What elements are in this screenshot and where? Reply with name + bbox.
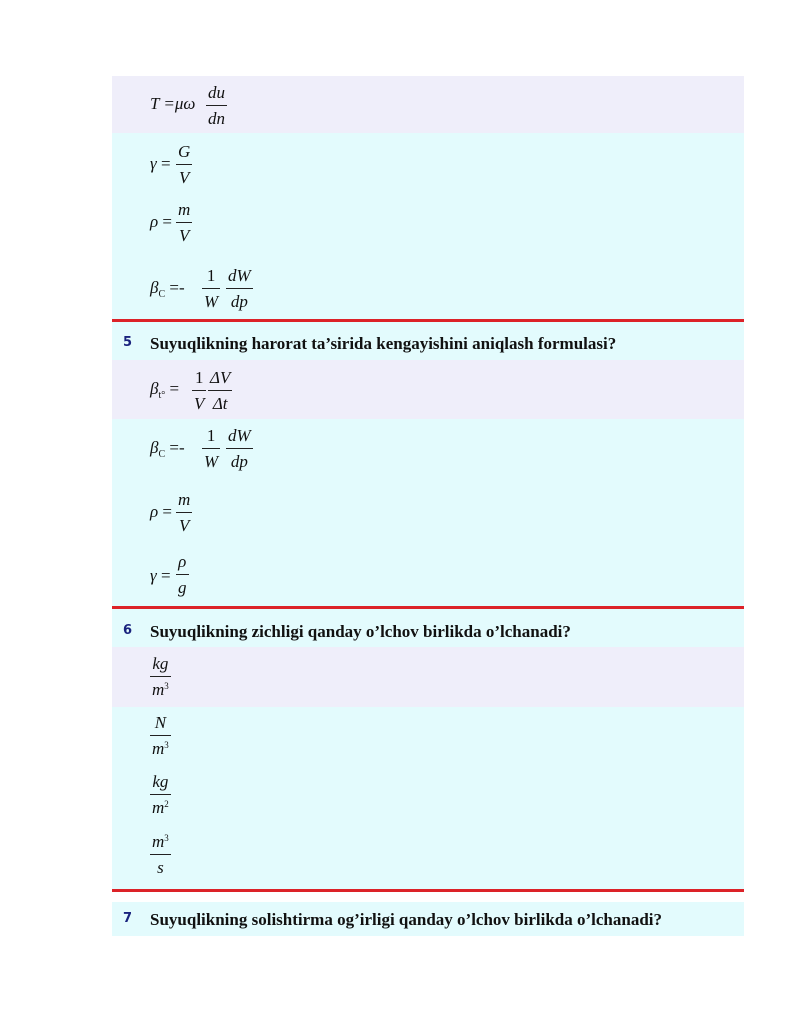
q6-option-2[interactable] (112, 707, 744, 767)
question-number: 7 (123, 911, 133, 926)
formula-fraction: du dn (208, 83, 225, 128)
quiz-document (112, 76, 744, 936)
formula-fraction: 1 W (204, 266, 219, 311)
q5-wrong-options (112, 419, 744, 606)
formula-fraction: m V (178, 490, 191, 535)
q4-option-3[interactable]: ρ = m V (150, 200, 191, 245)
formula-fraction: dW dp (228, 426, 251, 471)
question-separator (112, 889, 744, 892)
question-text: Suyuqlikning zichligi qanday o’lchov birlikda o’lchanadi? (150, 622, 571, 641)
formula-fraction: dW dp (228, 266, 251, 311)
q6-wrong-options (112, 707, 744, 889)
question-6 (112, 609, 744, 647)
q5-option-3[interactable]: ρ = m V (150, 490, 191, 535)
question-text: Suyuqlikning harorat ta’sirida kengayishini aniqlash formulasi? (150, 334, 617, 353)
question-5 (112, 322, 744, 360)
q6-option-4[interactable] (112, 827, 744, 889)
formula-fraction: 1 V (194, 368, 205, 413)
formula-fraction: m V (178, 200, 191, 245)
q4-wrong-options (112, 133, 744, 319)
q4-option-4[interactable]: $\beta_C$ =- 1 W dW dp (150, 266, 251, 311)
formula-fraction: ρ g (178, 552, 187, 597)
formula-lhs: T =μω (150, 94, 196, 113)
q4-option-1[interactable] (112, 76, 744, 133)
q6-option-1[interactable] (112, 647, 744, 707)
formula-fraction: 1 W (204, 426, 219, 471)
q6-option-3[interactable] (112, 767, 744, 827)
question-number: 6 (123, 623, 133, 638)
question-number: 5 (123, 335, 133, 350)
q5-option-1[interactable]: $\beta_{t^\circ}$ = 1 V ΔV Δt (112, 360, 744, 419)
unit-fraction: kg $m^2$ (152, 772, 169, 817)
question-7 (112, 902, 744, 936)
question-text: Suyuqlikning solishtirma og’irligi qanday o’lchov birlikda o’lchanadi? (150, 910, 663, 929)
q4-option-2[interactable]: γ = G V (150, 142, 191, 187)
unit-fraction: N $m^3$ (152, 713, 169, 758)
formula-fraction: G V (178, 142, 191, 187)
unit-fraction: $m^3$ s (152, 832, 169, 877)
formula-fraction: ΔV Δt (210, 368, 231, 413)
q5-option-4[interactable]: γ = ρ g (150, 552, 187, 597)
q5-option-2[interactable]: $\beta_C$ =- 1 W dW dp (150, 426, 251, 471)
unit-fraction: kg $m^3$ (152, 654, 169, 699)
